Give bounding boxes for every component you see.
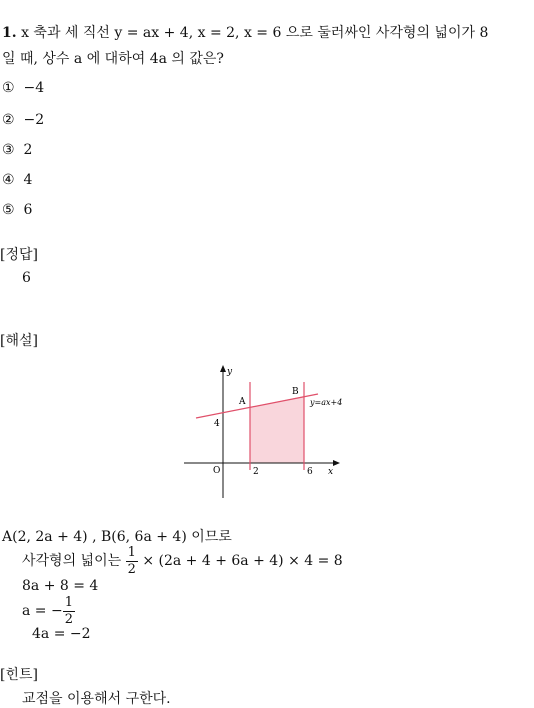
- choice-text: 6: [23, 202, 33, 218]
- explanation-line-5: 4a = −2: [32, 626, 91, 642]
- choice-mark: ①: [2, 80, 15, 96]
- choice-4[interactable]: [2, 172, 32, 188]
- explanation-figure: [180, 362, 360, 507]
- hint-text: 교점을 이용해서 구한다.: [22, 691, 171, 707]
- area-equation: × (2a + 4 + 6a + 4) × 4 = 8: [142, 553, 343, 569]
- point-b-label: B: [292, 387, 299, 397]
- answer-value: 6: [22, 270, 31, 286]
- problem-number: 1.: [2, 25, 17, 41]
- fraction-numerator: 1: [127, 544, 136, 560]
- explanation-line-1: A(2, 2a + 4) , B(6, 6a + 4) 이므로: [2, 529, 232, 545]
- fraction-denominator: 2: [127, 561, 136, 577]
- fraction-denominator: 2: [64, 611, 73, 627]
- line-equation-label: y=ax+4: [310, 398, 343, 407]
- y-axis-label: y: [227, 367, 233, 377]
- explanation-label: [해설]: [0, 333, 38, 349]
- origin-label: O: [213, 466, 221, 476]
- choice-text: −4: [23, 80, 45, 96]
- answer-label: [정답]: [0, 247, 38, 263]
- choice-mark: ⑤: [2, 202, 15, 218]
- x-axis-label: x: [328, 467, 334, 477]
- explanation-line-3: 8a + 8 = 4: [22, 578, 99, 594]
- choice-text: −2: [23, 112, 45, 128]
- problem-line-1: [2, 22, 488, 42]
- x-axis-arrow: [333, 460, 340, 466]
- area-text: 사각형의 넓이는: [22, 553, 122, 569]
- y-axis-arrow: [220, 365, 226, 372]
- choice-mark: ②: [2, 112, 15, 128]
- hint-label: [힌트]: [0, 667, 38, 683]
- choice-2[interactable]: [2, 112, 44, 128]
- fraction-numerator: 1: [64, 594, 73, 610]
- fraction-half: [126, 545, 138, 578]
- explanation-line-4: [22, 594, 75, 628]
- x2-label: 6: [307, 467, 313, 477]
- problem-text-line-2: 일 때, 상수 a 에 대하여 4a 의 값은?: [2, 51, 224, 67]
- fraction-half: [63, 595, 75, 628]
- choice-5[interactable]: [2, 202, 32, 218]
- choice-text: 4: [23, 172, 33, 188]
- choice-text: 2: [23, 142, 33, 158]
- problem-text-line-1: x 축과 세 직선 y = ax + 4, x = 2, x = 6 으로 둘러싸인 사각형의 넓이가 8: [21, 25, 489, 41]
- explanation-line-2: [22, 544, 343, 578]
- x1-label: 2: [253, 467, 259, 477]
- choice-3[interactable]: [2, 142, 32, 158]
- choice-mark: ③: [2, 142, 15, 158]
- a-value-text: a = −: [22, 603, 63, 619]
- choice-mark: ④: [2, 172, 15, 188]
- point-a-label: A: [239, 397, 246, 407]
- y-intercept-label: 4: [214, 419, 220, 429]
- choice-1[interactable]: [2, 80, 44, 96]
